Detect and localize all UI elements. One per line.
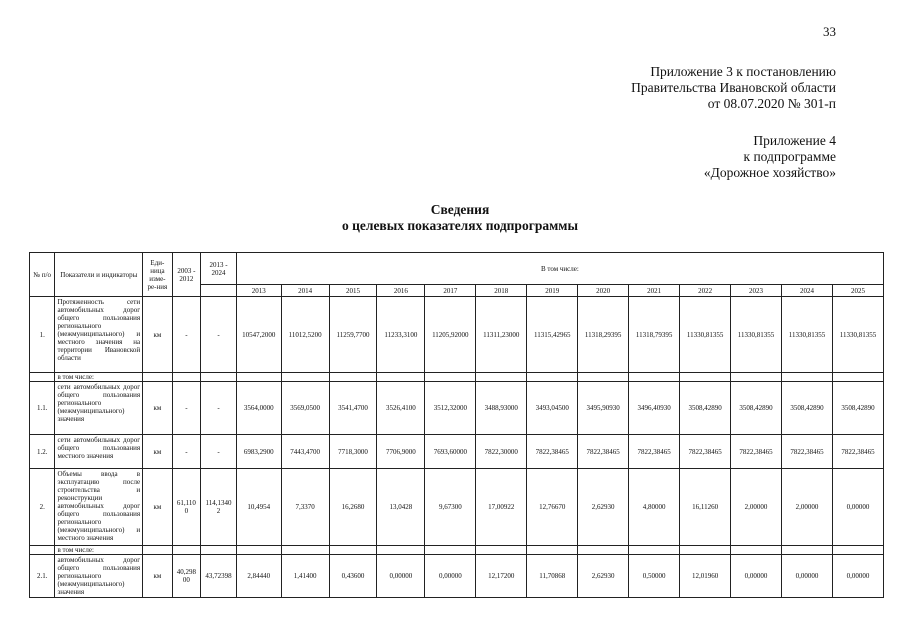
subheader-row [30, 546, 884, 555]
cell-empty [476, 546, 527, 555]
year-value: 12,76670 [527, 469, 578, 546]
year-value: 0,43600 [329, 555, 377, 598]
cell-empty [329, 373, 377, 382]
year-value: 0,00000 [782, 555, 833, 598]
header-year: 2014 [281, 285, 329, 297]
cell-empty [731, 373, 782, 382]
subheader-row [30, 373, 884, 382]
year-value: 11,70868 [527, 555, 578, 598]
year-value: 11311,23000 [476, 297, 527, 373]
year-value: 2,62930 [578, 555, 629, 598]
year-value: 0,00000 [832, 469, 883, 546]
year-value: 7693,60000 [425, 435, 476, 469]
year-value: 3493,04500 [527, 382, 578, 435]
year-value: 11205,92000 [425, 297, 476, 373]
period-2-value: - [201, 382, 237, 435]
title-line-2: о целевых показателях подпрограммы [341, 218, 579, 233]
cell-empty [527, 373, 578, 382]
appendix-main-line-3: от 08.07.2020 № 301-п [707, 96, 836, 111]
cell-empty [201, 373, 237, 382]
cell-empty [629, 373, 680, 382]
cell-empty [236, 546, 281, 555]
header-year: 2016 [377, 285, 425, 297]
cell-empty [782, 546, 833, 555]
cell-empty [281, 373, 329, 382]
header-year: 2023 [731, 285, 782, 297]
table-row [30, 469, 884, 546]
cell-empty [201, 546, 237, 555]
year-value: 3508,42890 [832, 382, 883, 435]
appendix-main-block [631, 64, 836, 112]
year-value: 7822,30000 [476, 435, 527, 469]
header-year: 2013 [236, 285, 281, 297]
year-value: 16,11260 [680, 469, 731, 546]
header-period-2-empty [201, 285, 237, 297]
period-2-value: - [201, 435, 237, 469]
cell-empty [425, 546, 476, 555]
appendix-main-line-1: Приложение 3 к постановлению [650, 64, 836, 79]
header-year: 2022 [680, 285, 731, 297]
year-value: 7822,38465 [832, 435, 883, 469]
year-value: 9,67300 [425, 469, 476, 546]
year-value: 10,4954 [236, 469, 281, 546]
cell-empty [578, 546, 629, 555]
year-value: 11318,79395 [629, 297, 680, 373]
year-value: 1,41400 [281, 555, 329, 598]
header-year: 2020 [578, 285, 629, 297]
year-value: 11318,29395 [578, 297, 629, 373]
table-row [30, 297, 884, 373]
year-value: 7822,38465 [731, 435, 782, 469]
appendix-sub-line-1: Приложение 4 [753, 133, 836, 148]
year-value: 4,80000 [629, 469, 680, 546]
cell-empty [731, 546, 782, 555]
year-value: 3512,32000 [425, 382, 476, 435]
appendix-sub-block [704, 133, 836, 181]
table-row [30, 382, 884, 435]
header-indicator: Показатели и индикаторы [55, 253, 143, 297]
year-value: 2,62930 [578, 469, 629, 546]
row-number: 2.1. [30, 555, 55, 598]
year-value: 3526,4100 [377, 382, 425, 435]
period-2-value: 114,1340 2 [201, 469, 237, 546]
page-number: 33 [823, 24, 836, 39]
year-value: 16,2680 [329, 469, 377, 546]
header-unit: Еди-ница изме-ре-ния [143, 253, 173, 297]
cell-empty [782, 373, 833, 382]
header-row-1 [30, 253, 884, 285]
year-value: 7822,38465 [629, 435, 680, 469]
year-value: 0,00000 [832, 555, 883, 598]
indicator-name: Протяженность сети автомобильных дорог общего пользования регионального (межмуниципального) и местного значения на территории Ивановской области [55, 297, 143, 373]
year-value: 3496,40930 [629, 382, 680, 435]
year-value: 11315,42965 [527, 297, 578, 373]
cell-empty [680, 546, 731, 555]
year-value: 2,00000 [782, 469, 833, 546]
header-period-1: 2003 - 2012 [172, 253, 201, 297]
row-number: 2. [30, 469, 55, 546]
header-period-2: 2013 - 2024 [201, 253, 237, 285]
cell-empty [832, 373, 883, 382]
subheader-label: в том числе: [55, 546, 143, 555]
year-value: 3541,4700 [329, 382, 377, 435]
year-value: 0,00000 [425, 555, 476, 598]
year-value: 7706,9000 [377, 435, 425, 469]
cell-empty [172, 546, 201, 555]
year-value: 7718,3000 [329, 435, 377, 469]
period-1-value: - [172, 382, 201, 435]
header-year: 2015 [329, 285, 377, 297]
period-1-value: 61,110 0 [172, 469, 201, 546]
year-value: 0,50000 [629, 555, 680, 598]
period-1-value: - [172, 297, 201, 373]
year-value: 11330,81355 [832, 297, 883, 373]
year-value: 12,17200 [476, 555, 527, 598]
period-1-value: 40,298 00 [172, 555, 201, 598]
year-value: 3495,90930 [578, 382, 629, 435]
year-value: 7443,4700 [281, 435, 329, 469]
year-value: 3508,42890 [731, 382, 782, 435]
year-value: 3508,42890 [782, 382, 833, 435]
row-number: 1. [30, 297, 55, 373]
header-year: 2018 [476, 285, 527, 297]
unit-cell: км [143, 469, 173, 546]
year-value: 7822,38465 [527, 435, 578, 469]
cell-empty [680, 373, 731, 382]
cell-empty [377, 546, 425, 555]
indicators-table [29, 252, 884, 598]
appendix-sub-line-2: к подпрограмме [743, 149, 836, 164]
year-value: 3564,0000 [236, 382, 281, 435]
year-value: 2,00000 [731, 469, 782, 546]
header-year: 2025 [832, 285, 883, 297]
period-1-value: - [172, 435, 201, 469]
appendix-main-line-2: Правительства Ивановской области [631, 80, 836, 95]
year-value: 7822,38465 [680, 435, 731, 469]
cell-empty [236, 373, 281, 382]
year-value: 3488,93000 [476, 382, 527, 435]
year-value: 11330,81355 [731, 297, 782, 373]
unit-cell: км [143, 555, 173, 598]
period-2-value: 43,72398 [201, 555, 237, 598]
year-value: 7822,38465 [782, 435, 833, 469]
period-2-value: - [201, 297, 237, 373]
cell-empty [527, 546, 578, 555]
cell-empty [172, 373, 201, 382]
cell-empty [143, 546, 173, 555]
document-title [0, 202, 905, 234]
row-number: 1.2. [30, 435, 55, 469]
year-value: 11259,7700 [329, 297, 377, 373]
title-line-1: Сведения [430, 202, 490, 217]
year-value: 11330,81355 [782, 297, 833, 373]
year-value: 0,00000 [377, 555, 425, 598]
appendix-sub-line-3: «Дорожное хозяйство» [703, 165, 836, 180]
cell-empty [578, 373, 629, 382]
indicator-name: сети автомобильных дорог общего пользования регионального (межмуниципального) значения [55, 382, 143, 435]
year-value: 3569,0500 [281, 382, 329, 435]
header-num: № п/о [30, 253, 55, 297]
table-row [30, 555, 884, 598]
year-value: 11233,3100 [377, 297, 425, 373]
year-value: 12,01960 [680, 555, 731, 598]
year-value: 11012,5200 [281, 297, 329, 373]
unit-cell: км [143, 435, 173, 469]
row-number: 1.1. [30, 382, 55, 435]
indicator-name: автомобильных дорог общего пользования регионального (межмуниципального) значения [55, 555, 143, 598]
header-year: 2017 [425, 285, 476, 297]
header-year: 2019 [527, 285, 578, 297]
header-including: В том числе: [236, 253, 883, 285]
cell-empty [281, 546, 329, 555]
year-value: 10547,2000 [236, 297, 281, 373]
unit-cell: км [143, 382, 173, 435]
year-value: 7,3370 [281, 469, 329, 546]
cell-empty [143, 373, 173, 382]
cell-empty [377, 373, 425, 382]
year-value: 11330,81355 [680, 297, 731, 373]
cell-empty [425, 373, 476, 382]
cell-empty [329, 546, 377, 555]
unit-cell: км [143, 297, 173, 373]
cell-empty [30, 373, 55, 382]
cell-empty [30, 546, 55, 555]
cell-empty [476, 373, 527, 382]
cell-empty [629, 546, 680, 555]
year-value: 17,00922 [476, 469, 527, 546]
year-value: 3508,42890 [680, 382, 731, 435]
year-value: 6983,2900 [236, 435, 281, 469]
cell-empty [832, 546, 883, 555]
table-row [30, 435, 884, 469]
header-year: 2021 [629, 285, 680, 297]
year-value: 2,84440 [236, 555, 281, 598]
indicator-name: сети автомобильных дорог общего пользования местного значения [55, 435, 143, 469]
year-value: 7822,38465 [578, 435, 629, 469]
indicator-name: Объемы ввода в эксплуатацию после строительства и реконструкции автомобильных дорог общего пользования регионального (межмуниципального) и местного значения [55, 469, 143, 546]
header-year: 2024 [782, 285, 833, 297]
year-value: 0,00000 [731, 555, 782, 598]
table-body [30, 253, 884, 598]
year-value: 13,0428 [377, 469, 425, 546]
subheader-label: в том числе: [55, 373, 143, 382]
